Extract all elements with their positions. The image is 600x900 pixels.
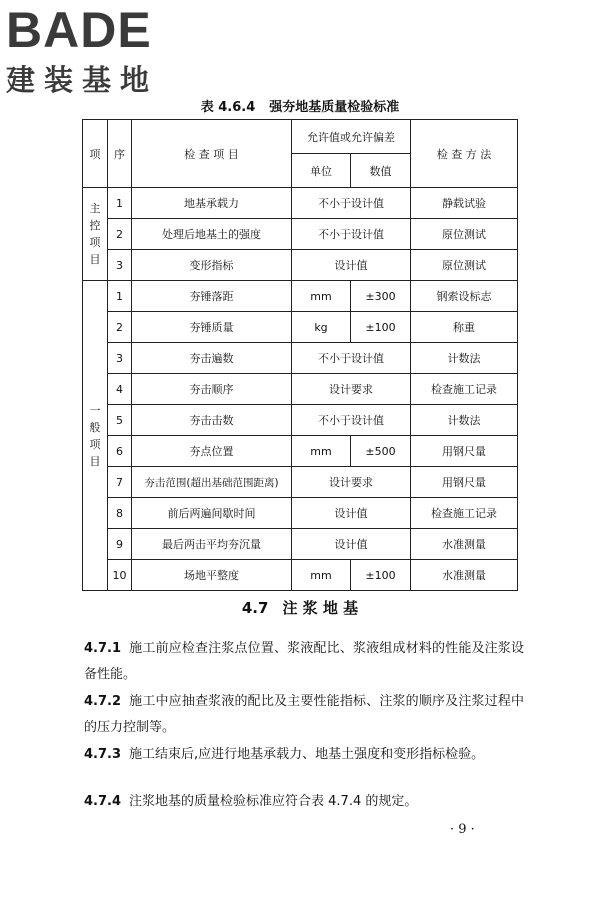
- cell-item: 夯击遍数: [132, 343, 292, 374]
- table-row: [83, 312, 518, 343]
- paragraph-number: 4.7.3: [84, 747, 122, 762]
- logo-subtitle: 建装基地: [6, 63, 159, 97]
- header-allowance: 允许值或允许偏差: [292, 120, 411, 154]
- table-row: [83, 405, 518, 436]
- paragraph-number: 4.7.4: [84, 794, 122, 809]
- cell-seq: 5: [108, 405, 132, 436]
- cell-allowance: 不小于设计值: [292, 343, 411, 374]
- cell-item: 处理后地基土的强度: [132, 219, 292, 250]
- table-row: [83, 374, 518, 405]
- cell-allowance: 设计值: [292, 250, 411, 281]
- group-main: [83, 188, 108, 281]
- cell-allowance: 设计值: [292, 498, 411, 529]
- cell-item: 地基承载力: [132, 188, 292, 219]
- paragraph: [84, 689, 524, 741]
- cell-item: 前后两遍间歇时间: [132, 498, 292, 529]
- table-row: [83, 529, 518, 560]
- table-row: [83, 436, 518, 467]
- cell-allowance: 不小于设计值: [292, 405, 411, 436]
- cell-method: 水准测量: [411, 529, 518, 560]
- header-seq: 序: [108, 120, 132, 188]
- header-value: 数值: [351, 154, 411, 188]
- cell-method: 原位测试: [411, 219, 518, 250]
- group-general-label: 一般项目: [89, 403, 101, 468]
- cell-method: 水准测量: [411, 560, 518, 591]
- cell-item: 夯锤质量: [132, 312, 292, 343]
- table-row: [83, 560, 518, 591]
- paragraph-text: 施工中应抽查浆液的配比及主要性能指标、注浆的顺序及注浆过程中的压力控制等。: [84, 694, 524, 735]
- cell-item: 最后两击平均夯沉量: [132, 529, 292, 560]
- cell-seq: 1: [108, 281, 132, 312]
- paragraph-text: 注浆地基的质量检验标准应符合表 4.7.4 的规定。: [129, 794, 418, 809]
- cell-seq: 8: [108, 498, 132, 529]
- cell-item: 夯锤落距: [132, 281, 292, 312]
- cell-method: 原位测试: [411, 250, 518, 281]
- table-row: [83, 219, 518, 250]
- header-item: 检 查 项 目: [132, 120, 292, 188]
- cell-item: 夯击击数: [132, 405, 292, 436]
- group-general: [83, 281, 108, 591]
- cell-method: 用钢尺量: [411, 436, 518, 467]
- cell-unit: kg: [292, 312, 351, 343]
- cell-seq: 2: [108, 219, 132, 250]
- paragraph-number: 4.7.2: [84, 694, 122, 709]
- cell-method: 检查施工记录: [411, 498, 518, 529]
- cell-method: 称重: [411, 312, 518, 343]
- paragraph-number: 4.7.1: [84, 641, 122, 656]
- logo-brand: BADE: [6, 2, 152, 58]
- cell-seq: 3: [108, 343, 132, 374]
- cell-method: 钢索设标志: [411, 281, 518, 312]
- cell-method: 检查施工记录: [411, 374, 518, 405]
- cell-value: ±100: [351, 560, 411, 591]
- cell-seq: 3: [108, 250, 132, 281]
- cell-value: ±300: [351, 281, 411, 312]
- cell-unit: mm: [292, 560, 351, 591]
- cell-seq: 9: [108, 529, 132, 560]
- cell-method: 静载试验: [411, 188, 518, 219]
- cell-seq: 6: [108, 436, 132, 467]
- cell-seq: 10: [108, 560, 132, 591]
- cell-item: 夯击范围(超出基础范围距离): [132, 467, 292, 498]
- quality-standard-table: [82, 119, 518, 591]
- section-title: 注 浆 地 基: [282, 599, 359, 617]
- table-row: [83, 250, 518, 281]
- cell-method: 用钢尺量: [411, 467, 518, 498]
- header-method: 检 查 方 法: [411, 120, 518, 188]
- cell-allowance: 设计要求: [292, 374, 411, 405]
- table-title-text: 强夯地基质量检验标准: [269, 100, 400, 115]
- logo: [6, 4, 181, 96]
- table-row: [83, 343, 518, 374]
- table-row: [83, 467, 518, 498]
- table-row: [83, 188, 518, 219]
- paragraph-text: 施工前应检查注浆点位置、浆液配比、浆液组成材料的性能及注浆设备性能。: [84, 641, 524, 682]
- cell-item: 场地平整度: [132, 560, 292, 591]
- cell-allowance: 不小于设计值: [292, 219, 411, 250]
- paragraph-text: 施工结束后,应进行地基承载力、地基土强度和变形指标检验。: [129, 747, 485, 762]
- cell-value: ±500: [351, 436, 411, 467]
- cell-item: 变形指标: [132, 250, 292, 281]
- cell-seq: 2: [108, 312, 132, 343]
- header-unit: 单位: [292, 154, 351, 188]
- table-number: 表 4.6.4: [200, 100, 256, 115]
- paragraph: [84, 636, 524, 688]
- cell-item: 夯点位置: [132, 436, 292, 467]
- cell-method: 计数法: [411, 405, 518, 436]
- group-main-label: 主控项目: [89, 202, 101, 266]
- cell-unit: mm: [292, 436, 351, 467]
- cell-method: 计数法: [411, 343, 518, 374]
- cell-allowance: 设计值: [292, 529, 411, 560]
- header-category: 项: [83, 120, 108, 188]
- cell-item: 夯击顺序: [132, 374, 292, 405]
- cell-seq: 4: [108, 374, 132, 405]
- paragraph: [84, 742, 524, 768]
- paragraph: [84, 789, 524, 815]
- cell-seq: 7: [108, 467, 132, 498]
- cell-unit: mm: [292, 281, 351, 312]
- cell-allowance: 不小于设计值: [292, 188, 411, 219]
- cell-value: ±100: [351, 312, 411, 343]
- table-row: [83, 281, 518, 312]
- cell-seq: 1: [108, 188, 132, 219]
- table-header-row: [83, 120, 518, 154]
- cell-allowance: 设计要求: [292, 467, 411, 498]
- page-number: · 9 ·: [450, 822, 475, 837]
- section-heading: [0, 597, 600, 618]
- section-number: 4.7: [241, 599, 269, 617]
- table-title: [0, 96, 600, 115]
- table-row: [83, 498, 518, 529]
